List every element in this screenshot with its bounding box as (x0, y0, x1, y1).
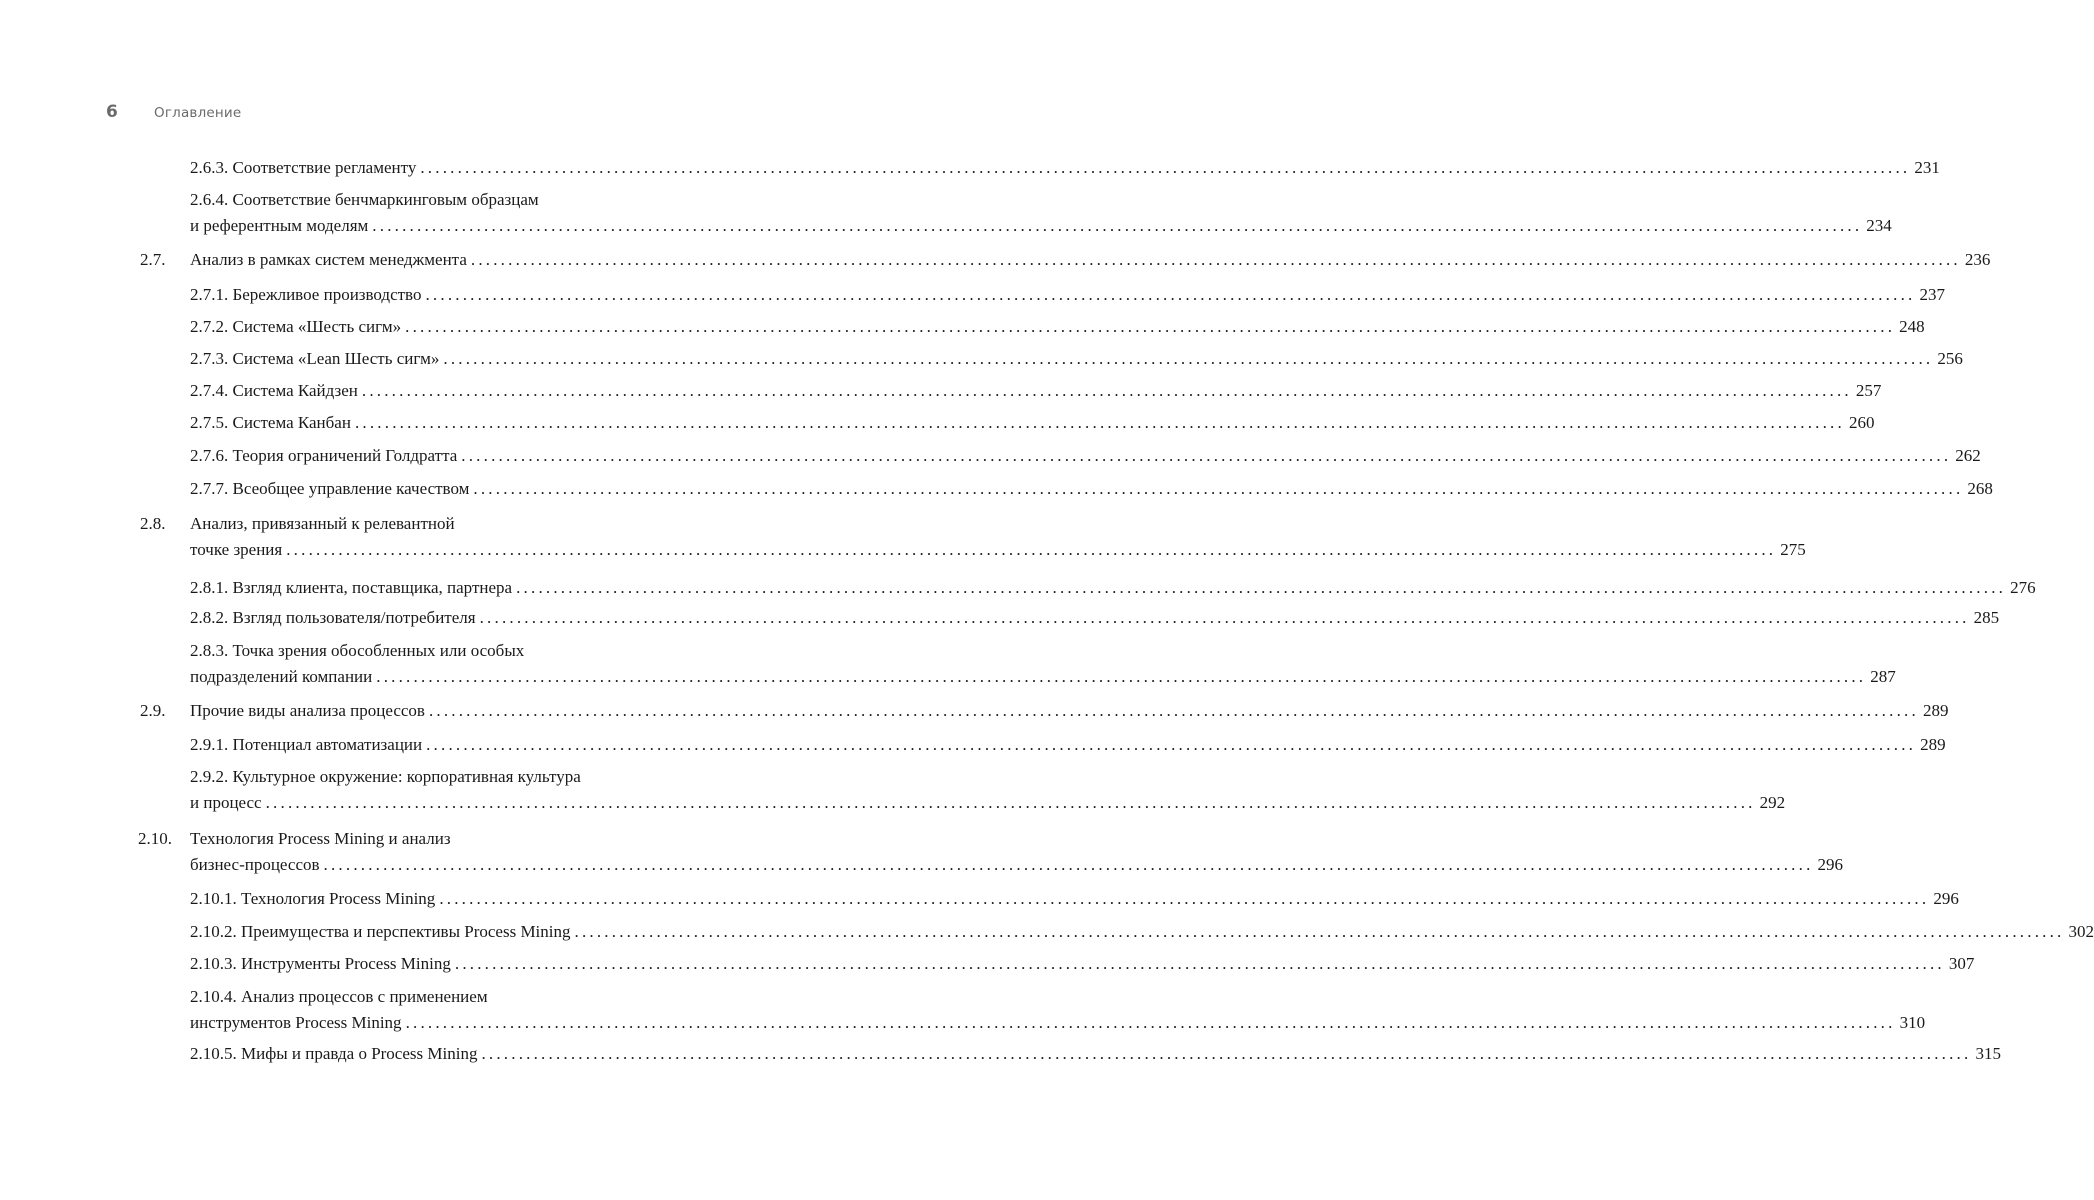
page-number: 6 (106, 102, 118, 122)
toc-line (190, 605, 2000, 631)
toc-entry[interactable] (190, 984, 1926, 1036)
section-title: Оглавление (154, 105, 242, 121)
toc-title: 2.7.1. Бережливое производство (190, 285, 422, 304)
toc-line (190, 443, 1981, 469)
dot-leader: ........................................................................................................................................................................................................ (454, 954, 1945, 973)
toc-line (138, 826, 736, 852)
toc-page-number: 248 (1899, 317, 1925, 336)
toc-title: инструментов Process Mining (190, 1013, 402, 1032)
toc-line (190, 1041, 2001, 1067)
toc-page-number: 256 (1937, 349, 1963, 368)
toc-line (190, 732, 1946, 758)
toc-entry[interactable] (190, 282, 1945, 308)
toc-page-number: 234 (1866, 216, 1892, 235)
dot-leader: ........................................................................................................................................................................................................ (574, 922, 2065, 941)
toc-entry[interactable] (190, 346, 1963, 372)
toc-line (190, 664, 1896, 690)
dot-leader: ........................................................................................................................................................................................................ (439, 889, 1930, 908)
toc-line (140, 698, 1949, 724)
toc-line (190, 919, 2094, 945)
toc-title: Прочие виды анализа процессов (190, 701, 425, 720)
toc-entry[interactable] (190, 187, 1892, 239)
toc-line (190, 951, 1975, 977)
toc-entry[interactable] (140, 511, 1806, 563)
toc-entry[interactable] (190, 476, 1993, 502)
toc-section-number: 2.8. (140, 514, 166, 533)
toc-line (190, 314, 1925, 340)
toc-title: 2.10.1. Технология Process Mining (190, 889, 436, 908)
toc-line (190, 852, 1844, 878)
toc-page-number: 237 (1919, 285, 1945, 304)
toc-line (190, 187, 736, 213)
dot-leader: ........................................................................................................................................................................................................ (428, 701, 1919, 720)
dot-leader: ........................................................................................................................................................................................................ (376, 667, 1867, 686)
toc-entry[interactable] (190, 638, 1896, 690)
dot-leader: ........................................................................................................................................................................................................ (426, 735, 1917, 754)
toc-page-number: 315 (1975, 1044, 2001, 1063)
toc-page-number: 236 (1964, 250, 1991, 269)
toc-entry[interactable] (190, 951, 1975, 977)
toc-page-number: 285 (1973, 608, 2000, 627)
toc-page-number: 275 (1780, 540, 1806, 559)
toc-title: точке зрения (190, 540, 283, 559)
toc-entry[interactable] (190, 378, 1882, 404)
toc-section-number: 2.9. (140, 701, 166, 720)
toc-entry[interactable] (138, 826, 1844, 878)
toc-title: 2.7.5. Система Канбан (190, 413, 351, 432)
toc-title: 2.6.3. Соответствие регламенту (190, 158, 417, 177)
dot-leader: ........................................................................................................................................................................................................ (265, 793, 1756, 812)
toc-line (190, 984, 736, 1010)
dot-leader: ........................................................................................................................................................................................................ (286, 540, 1777, 559)
toc-entry[interactable] (190, 605, 2000, 631)
toc-entry[interactable] (190, 443, 1981, 469)
toc-line (190, 1010, 1926, 1036)
toc-title: и процесс (190, 793, 262, 812)
toc-title: 2.6.4. Соответствие бенчмаркинговым образцам (190, 190, 539, 209)
toc-title: бизнес-процессов (190, 855, 320, 874)
toc-line (190, 282, 1945, 308)
toc-entry[interactable] (190, 575, 2036, 601)
toc-title: 2.7.7. Всеобщее управление качеством (190, 479, 470, 498)
toc-title: 2.10.4. Анализ процессов с применением (190, 987, 488, 1006)
dot-leader: ........................................................................................................................................................................................................ (405, 1013, 1896, 1032)
toc-line (190, 537, 1806, 563)
toc-title: 2.7.3. Система «Lean Шесть сигм» (190, 349, 440, 368)
toc-page-number: 292 (1759, 793, 1786, 812)
dot-leader: ........................................................................................................................................................................................................ (372, 216, 1863, 235)
toc-title: 2.8.1. Взгляд клиента, поставщика, партнера (190, 578, 513, 597)
toc-entry[interactable] (190, 919, 2094, 945)
toc-title: 2.9.1. Потенциал автоматизации (190, 735, 423, 754)
toc-section-number: 2.10. (138, 829, 172, 848)
toc-title: 2.7.2. Система «Шесть сигм» (190, 317, 402, 336)
toc-title: 2.10.3. Инструменты Process Mining (190, 954, 451, 973)
dot-leader: ........................................................................................................................................................................................................ (405, 317, 1896, 336)
toc-title: 2.10.5. Мифы и правда о Process Mining (190, 1044, 478, 1063)
toc-page-number: 307 (1948, 954, 1975, 973)
toc-section-number: 2.7. (140, 250, 166, 269)
toc-line (140, 511, 736, 537)
toc-title: и референтным моделям (190, 216, 369, 235)
toc-line (190, 575, 2036, 601)
dot-leader: ........................................................................................................................................................................................................ (481, 1044, 1972, 1063)
toc-line (190, 155, 1940, 181)
toc-title: 2.8.2. Взгляд пользователя/потребителя (190, 608, 476, 627)
toc-title: Технология Process Mining и анализ (190, 829, 451, 848)
toc-page-number: 257 (1855, 381, 1882, 400)
toc-page-number: 296 (1933, 889, 1959, 908)
dot-leader: ........................................................................................................................................................................................................ (461, 446, 1952, 465)
toc-page-number: 287 (1870, 667, 1896, 686)
toc-entry[interactable] (190, 314, 1925, 340)
toc-title: 2.7.6. Теория ограничений Голдратта (190, 446, 458, 465)
toc-entry[interactable] (140, 247, 1991, 273)
toc-page-number: 262 (1955, 446, 1981, 465)
toc-entry[interactable] (190, 1041, 2001, 1067)
toc-line (190, 410, 1875, 436)
dot-leader: ........................................................................................................................................................................................................ (473, 479, 1964, 498)
toc-entry[interactable] (190, 886, 1959, 912)
toc-page-number: 289 (1920, 735, 1946, 754)
toc-line (190, 764, 736, 790)
toc-line (190, 638, 736, 664)
dot-leader: ........................................................................................................................................................................................................ (470, 250, 1961, 269)
toc-line (190, 378, 1882, 404)
toc-page-number: 276 (2010, 578, 2036, 597)
toc-page-number: 268 (1967, 479, 1993, 498)
toc-title: Анализ, привязанный к релевантной (190, 514, 455, 533)
toc-entry[interactable] (140, 698, 1949, 724)
toc-title: Анализ в рамках систем менеджмента (190, 250, 467, 269)
toc-page-number: 289 (1922, 701, 1949, 720)
toc-page-number: 296 (1817, 855, 1844, 874)
dot-leader: ........................................................................................................................................................................................................ (361, 381, 1852, 400)
toc-page-number: 260 (1848, 413, 1875, 432)
toc-line (190, 790, 1786, 816)
toc-entry[interactable] (190, 155, 1940, 181)
toc-line (190, 886, 1959, 912)
dot-leader: ........................................................................................................................................................................................................ (354, 413, 1845, 432)
toc-title: 2.8.3. Точка зрения обособленных или особых (190, 641, 525, 660)
dot-leader: ........................................................................................................................................................................................................ (420, 158, 1911, 177)
toc-line (140, 247, 1991, 273)
dot-leader: ........................................................................................................................................................................................................ (479, 608, 1970, 627)
toc-page-number: 302 (2068, 922, 2094, 941)
toc-entry[interactable] (190, 764, 1786, 816)
toc-line (190, 346, 1963, 372)
toc-entry[interactable] (190, 732, 1946, 758)
toc-line (190, 213, 1892, 239)
toc-line (190, 476, 1993, 502)
toc-title: 2.10.2. Преимущества и перспективы Process Mining (190, 922, 571, 941)
dot-leader: ........................................................................................................................................................................................................ (323, 855, 1814, 874)
toc-entry[interactable] (190, 410, 1875, 436)
toc-title: подразделений компании (190, 667, 373, 686)
toc-title: 2.9.2. Культурное окружение: корпоративная культура (190, 767, 581, 786)
dot-leader: ........................................................................................................................................................................................................ (516, 578, 2007, 597)
dot-leader: ........................................................................................................................................................................................................ (443, 349, 1934, 368)
toc-page-number: 310 (1899, 1013, 1926, 1032)
dot-leader: ........................................................................................................................................................................................................ (425, 285, 1916, 304)
toc-title: 2.7.4. Система Кайдзен (190, 381, 358, 400)
toc-page-number: 231 (1914, 158, 1940, 177)
